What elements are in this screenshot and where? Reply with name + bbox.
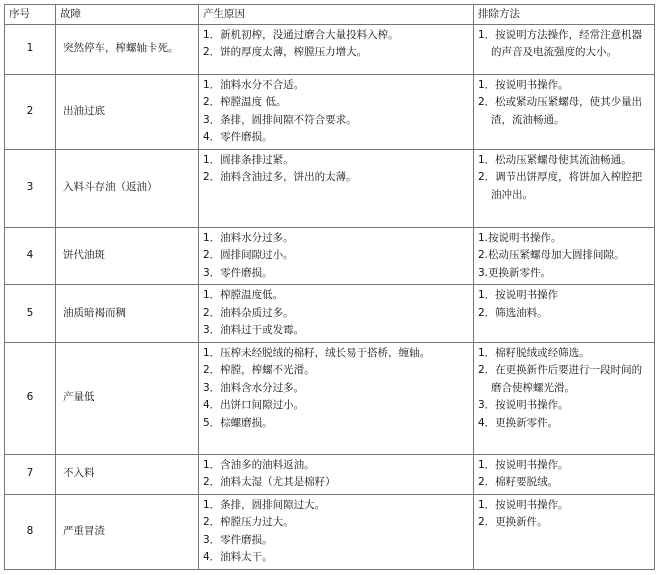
fix-item: 1．按说明书操作。: [478, 458, 569, 471]
cause-cell: [199, 149, 474, 227]
header-fix: 排除方法: [474, 5, 655, 25]
row-number: 1: [5, 24, 56, 74]
cause-item: 1．圆排条排过紧。: [203, 153, 294, 166]
row-number: 7: [5, 454, 56, 494]
cause-item: 1．含油多的油料返油。: [203, 458, 315, 471]
fix-item: 2．调节出饼厚度，将饼加入榨腔把油冲出。: [478, 171, 643, 201]
cause-item: 2．油料含油过多，饼出的太薄。: [203, 171, 357, 183]
table-row: [5, 454, 655, 494]
cause-item: 1．条排，圆排间隙过大。: [203, 498, 326, 511]
fix-cell: [474, 74, 655, 149]
fix-item: 1.按说明书操作。: [478, 231, 562, 244]
fix-item: 1．按说明书操作。: [478, 78, 569, 91]
fix-cell: [474, 494, 655, 569]
header-fault: 故障: [56, 5, 199, 25]
cause-cell: [199, 285, 474, 343]
cause-item: 3．油料过干或发霉。: [203, 324, 305, 336]
cause-item: 3．零件磨损。: [203, 533, 273, 546]
cause-item: 2．榨膛，榨螺不光滑。: [203, 364, 315, 376]
cause-item: 1．压榨未经脱绒的棉籽，绒长易于搭桥，缠轴。: [203, 346, 431, 359]
fault-cell: 突然停车，榨螺轴卡死。: [56, 24, 199, 74]
fix-cell: [474, 149, 655, 227]
table-row: [5, 342, 655, 454]
table-row: [5, 227, 655, 285]
fix-item: 1．按说明书操作: [478, 289, 559, 301]
fault-cell: 饼代油斑: [56, 227, 199, 285]
row-number: 5: [5, 285, 56, 343]
fix-cell: [474, 227, 655, 285]
header-row: [5, 5, 655, 25]
cause-item: 3．条排，圆排间隙不符合要求。: [203, 113, 357, 126]
fault-cell: 不入料: [56, 454, 199, 494]
cause-item: 4．零件磨损。: [203, 131, 273, 143]
cause-item: 5．棕螺磨损。: [203, 416, 273, 429]
fix-item: 3.更换新零件。: [478, 266, 552, 279]
table-row: [5, 494, 655, 569]
fix-cell: [474, 285, 655, 343]
cause-item: 1．油料水分过多。: [203, 231, 294, 244]
fix-item: 1．按说明方法操作，经常注意机器的声音及电流强度的大小。: [478, 28, 643, 58]
cause-cell: [199, 227, 474, 285]
cause-item: 3．油料含水分过多。: [203, 381, 305, 394]
fix-item: 2．棉籽要脱绒。: [478, 476, 559, 488]
troubleshooting-table: [4, 4, 655, 570]
fix-cell: [474, 454, 655, 494]
fault-cell: 入料斗存油（返油）: [56, 149, 199, 227]
fault-cell: 严重冒渣: [56, 494, 199, 569]
fault-cell: 出油过底: [56, 74, 199, 149]
cause-item: 2．油料太湿（尤其是棉籽）: [203, 476, 336, 488]
fix-item: 3．按说明书操作。: [478, 399, 569, 411]
cause-item: 2．油料杂质过多。: [203, 306, 294, 319]
cause-item: 1．榨膛温度低。: [203, 289, 284, 301]
table-row: [5, 24, 655, 74]
cause-item: 2．榨膛温度 低。: [203, 96, 287, 108]
fix-cell: [474, 24, 655, 74]
cause-item: 1．油料水分不合适。: [203, 78, 305, 91]
fix-item: 2.松动压紧螺母加大圆排间隙。: [478, 249, 625, 261]
fault-cell: 产量低: [56, 342, 199, 454]
fix-item: 2．更换新件。: [478, 516, 548, 528]
fault-cell: 油质暗褐而稠: [56, 285, 199, 343]
cause-item: 2．饼的厚度太薄，榨膛压力增大。: [203, 46, 368, 58]
row-number: 4: [5, 227, 56, 285]
row-number: 6: [5, 342, 56, 454]
fix-item: 1．棉籽脱绒或经筛选。: [478, 346, 590, 359]
table-row: [5, 149, 655, 227]
cause-cell: [199, 342, 474, 454]
fix-item: 2．在更换新件后要进行一段时间的磨合使榨螺光滑。: [478, 364, 643, 394]
cause-item: 3．零件磨损。: [203, 266, 273, 279]
row-number: 2: [5, 74, 56, 149]
fix-cell: [474, 342, 655, 454]
fix-item: 1．松动压紧螺母使其流油畅通。: [478, 153, 632, 166]
fix-item: 4．更换新零件。: [478, 416, 559, 429]
table-row: [5, 74, 655, 149]
cause-item: 2．榨膛压力过大。: [203, 516, 294, 528]
cause-cell: [199, 24, 474, 74]
table-row: [5, 285, 655, 343]
fix-item: 1．按说明书操作。: [478, 498, 569, 511]
header-cause: 产生原因: [199, 5, 474, 25]
cause-cell: [199, 494, 474, 569]
header-no: 序号: [5, 5, 56, 25]
fix-item: 2．松或紧动压紧螺母，使其少量出渣，流油畅通。: [478, 96, 643, 126]
cause-item: 4．出饼口间隙过小。: [203, 399, 305, 411]
cause-item: 4．油料太干。: [203, 551, 273, 563]
cause-cell: [199, 454, 474, 494]
row-number: 8: [5, 494, 56, 569]
cause-cell: [199, 74, 474, 149]
cause-item: 2．圆排间隙过小。: [203, 249, 294, 261]
fix-item: 2．筛选油料。: [478, 306, 548, 319]
row-number: 3: [5, 149, 56, 227]
cause-item: 1．新机初榨，没通过磨合大量投料入榨。: [203, 28, 399, 41]
